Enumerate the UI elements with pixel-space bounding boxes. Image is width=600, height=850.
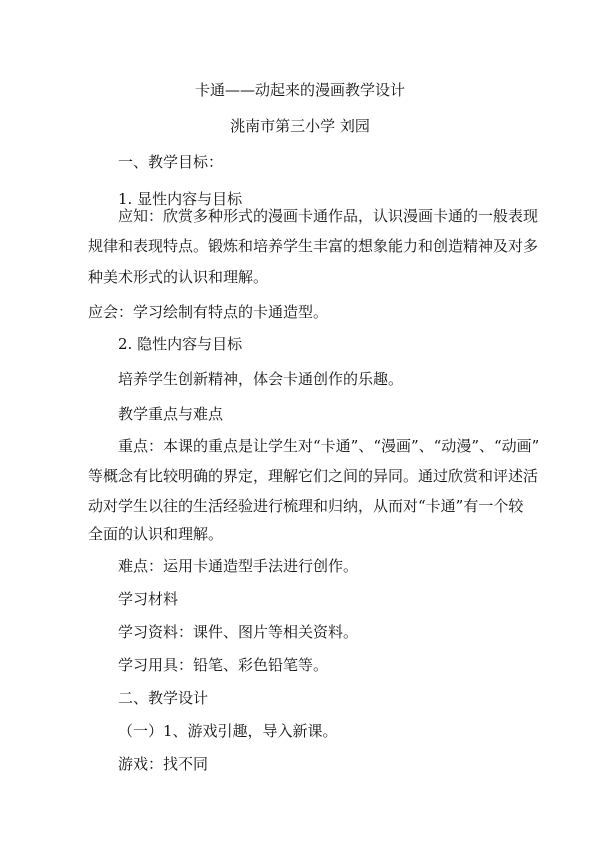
know-line-2: 规律和表现特点。锻炼和培养学生丰富的想象能力和创造精神及对多 xyxy=(88,237,539,255)
materials-resources: 学习资料：课件、图片等相关资料。 xyxy=(118,623,359,641)
section1-heading: 一、教学目标： xyxy=(118,153,224,171)
item1-heading: 1. 显性内容与目标 xyxy=(118,190,243,208)
game-line: 游戏：找不同 xyxy=(118,755,209,773)
author-line: 洮南市第三小学 刘园 xyxy=(230,117,370,135)
document-title: 卡通——动起来的漫画教学设计 xyxy=(194,81,405,99)
materials-heading: 学习材料 xyxy=(118,590,179,608)
materials-tools: 学习用具：铅笔、彩色铅笔等。 xyxy=(118,656,329,674)
section2-heading: 二、教学设计 xyxy=(118,689,209,707)
focus-heading: 教学重点与难点 xyxy=(118,405,224,423)
item2-heading: 2. 隐性内容与目标 xyxy=(118,335,243,353)
know-line-3: 种美术形式的认识和理解。 xyxy=(88,268,269,286)
step1-line: （一）1、游戏引趣，导入新课。 xyxy=(118,722,338,740)
item2-text: 培养学生创新精神，体会卡通创作的乐趣。 xyxy=(118,370,404,388)
master-line: 应会：学习绘制有特点的卡通造型。 xyxy=(88,303,329,321)
focus-line-4: 全面的认识和理解。 xyxy=(88,525,224,543)
focus-line-3: 动对学生以往的生活经验进行梳理和归纳，从而对“卡通”有一个较 xyxy=(88,497,524,515)
focus-line-2: 等概念有比较明确的界定，理解它们之间的异同。通过欣赏和评述活 xyxy=(88,467,539,485)
difficulty-line: 难点：运用卡通造型手法进行创作。 xyxy=(118,557,359,575)
focus-line-1: 重点：本课的重点是让学生对“卡通”、“漫画”、“动漫”、“动画” xyxy=(118,437,540,455)
know-line-1: 应知：欣赏多种形式的漫画卡通作品，认识漫画卡通的一般表现 xyxy=(118,207,539,225)
